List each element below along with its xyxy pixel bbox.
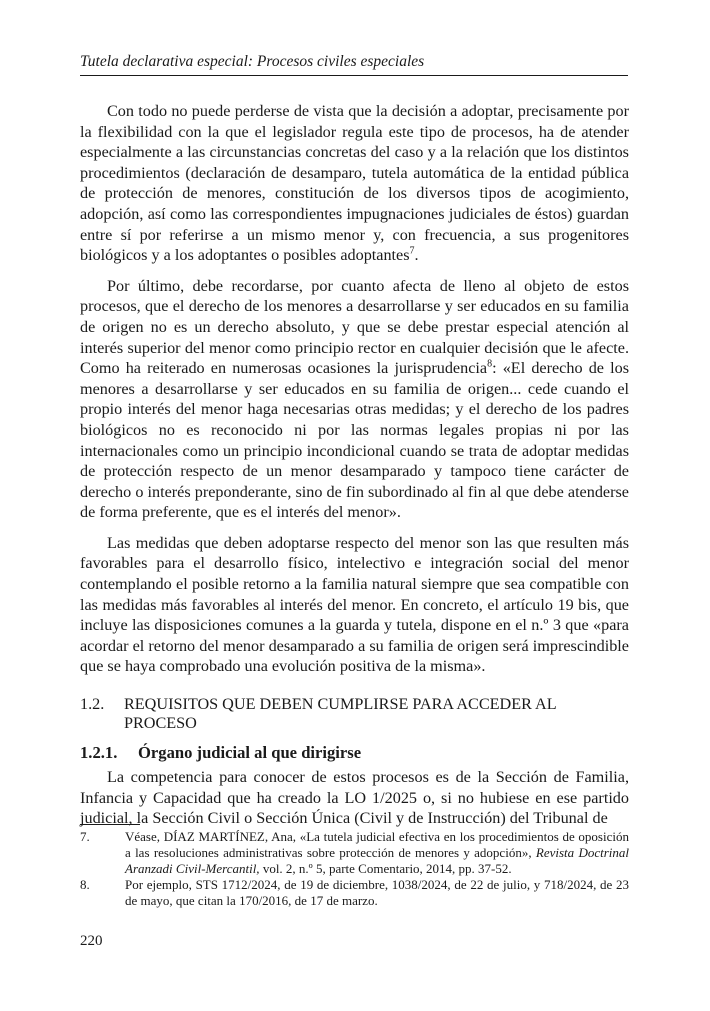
paragraph-3 (80, 533, 629, 677)
section-number: 1.2. (80, 695, 105, 714)
section-title: REQUISITOS QUE DEBEN CUMPLIRSE PARA ACCEDER AL PROCESO (124, 695, 557, 733)
subsection-paragraph: La competencia para conocer de estos procesos es de la Sección de Familia, Infancia y Capacidad que ha creado la LO 1/2025 o, si no hubiese en ese partido judicial, la Sección Civil o Sección Única (Civil y de Instrucción) del Tribunal de (80, 768, 629, 828)
footnote-text-after: vol. 2, n.º 5, parte Comentario, 2014, pp. 37-52. (259, 860, 512, 876)
footnote-divider (80, 824, 140, 825)
paragraph-text-after: : «El derecho de los menores a desarrollarse y ser educados en su familia de origen... cede cuando el propio interés del menor haga necesarias otras medidas; y el derecho de los padres biológicos no es reconocido ni por las normas legales propias ni por las internacionales como un principio incondicional cuando se trata de adoptar medidas de protección respecto de un menor desamparado y tampoco tiene carácter de derecho o interés preponderante, sino de fin subordinado al fin al que debe atenderse de forma preferente, que es el interés del menor». (80, 359, 630, 522)
footnote-number: 7. (80, 829, 90, 844)
paragraph-text: Con todo no puede perderse de vista que la decisión a adoptar, precisamente por la flexibilidad con la que el legislador regula este tipo de procesos, ha de atender especialmente a las circunstancias concretas del caso y a la relación que los distintos procedimientos (declaración de desamparo, tutela automática de la entidad pública de protección de menores, constitución de los diversos tipos de acogimiento, adopción, así como las correspondientes impugnaciones judiciales de éstos) guardan entre sí por referirse a un mismo menor y, con frecuencia, a sus progenitores biológicos y a los adoptantes o posibles adoptantes (80, 102, 629, 265)
footnote-ref[interactable]: 7 (409, 245, 415, 257)
footnote-text (125, 829, 629, 876)
section-heading (80, 695, 629, 733)
subsection-heading (80, 743, 629, 763)
footnote-ref[interactable]: 8 (487, 358, 493, 370)
running-header: Tutela declarativa especial: Procesos civiles especiales (80, 52, 628, 76)
paragraph-1 (80, 101, 629, 266)
paragraph-2 (80, 276, 629, 523)
footnotes (80, 829, 629, 910)
subsection-number: 1.2.1. (80, 743, 118, 763)
paragraph-text-after: . (414, 246, 419, 265)
footnote-7 (80, 829, 629, 876)
footnote-number: 8. (80, 877, 90, 893)
footnote-8 (80, 877, 629, 909)
footnote-text: Por ejemplo, STS 1712/2024, de 19 de diciembre, 1038/2024, de 22 de julio, y 718/2024, de 23 de mayo, que citan la 170/2016, de 17 de marzo. (125, 877, 629, 909)
body-text (80, 101, 629, 839)
footnote-text-before: Véase, DÍAZ MARTÍNEZ, Ana, «La tutela judicial efectiva en los procedimientos de oposición a las resoluciones administrativas sobre protección de menores y adopción», (125, 829, 629, 860)
subsection-title: Órgano judicial al que dirigirse (138, 743, 362, 763)
footnote-journal: Revista Doctrinal Aranzadi Civil-Mercantil, (125, 844, 629, 876)
page-number: 220 (80, 933, 103, 949)
paragraph-text: Las medidas que deben adoptarse respecto del menor son las que resulten más favorables para el desarrollo físico, intelectivo e integración social del menor contemplando el posible retorno a la familia natural siempre que sea compatible con las medidas más favorables al interés del menor. En concreto, el artículo 19 bis, que incluye las disposiciones comunes a la guarda y tutela, dispone en el n.º 3 que «para acordar el retorno del menor desamparado a su familia de origen será imprescindible que se haya comprobado una evolución positiva de la misma». (80, 533, 629, 676)
paragraph-text: Por último, debe recordarse, por cuanto afecta de lleno al objeto de estos procesos, que el derecho de los menores a desarrollarse y ser educados en su familia de origen no es un derecho absoluto, y que se debe prestar especial atención al interés superior del menor como principio rector en cualquier decisión que le afecte. Como ha reiterado en numerosas ocasiones la jurisprudencia (80, 276, 629, 378)
